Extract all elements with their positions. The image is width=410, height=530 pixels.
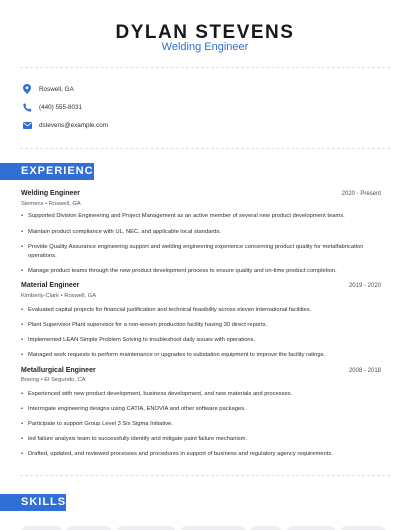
job-bullet: • Participate to support Group Level 3 Six Sigma Initiative. (21, 421, 173, 427)
job-company: Kimberly-Clark • Roswell, GA (21, 293, 97, 299)
job-title: Metallurgical Engineer (21, 367, 96, 374)
candidate-name: DYLAN STEVENS (115, 22, 295, 43)
skill-pill (67, 526, 111, 530)
job-title: Material Engineer (21, 282, 80, 289)
skill-pill (117, 526, 175, 530)
contact-divider (20, 148, 390, 149)
phone-text: (440) 555-8031 (39, 103, 83, 111)
job-bullet: • Plant Supervisor Plant supervisor for a non-woven production facility having 30 direct reports. (21, 322, 268, 328)
job-bullet: • Manage product teams through the new product development process to ensure quality and on-time product completion. (21, 268, 337, 274)
job-company: Boeing • El Segundo, CA (21, 377, 86, 383)
phone-icon (22, 102, 32, 112)
experience-divider (20, 475, 390, 476)
contact-location (22, 83, 74, 95)
contact-phone (22, 101, 82, 113)
job-dates: 2008 - 2018 (348, 368, 381, 374)
job-bullet: • led failure analysis team to successfully identify and mitigate paint failure mechanism. (21, 436, 248, 442)
experience-heading: EXPERIENCE (0, 163, 94, 180)
job-dates: 2020 - Present (341, 191, 381, 197)
skill-pill (287, 526, 335, 530)
email-icon (22, 120, 32, 130)
job-bullet: • Evaluated capital projects for financial justification and technical feasibility across eleven international facilities. (21, 307, 312, 313)
job-company: Siemens • Roswell, GA (21, 201, 81, 207)
skills-heading: SKILLS (0, 494, 66, 511)
job-bullet: • Experienced with new product development, business development, and new materials and processes. (21, 391, 293, 397)
job-bullet: • Drafted, updated, and reviewed processes and procedures in support of business and regulatory agency requirements. (21, 451, 333, 457)
header-divider (20, 67, 390, 68)
job-title: Welding Engineer (21, 190, 80, 197)
job-bullet: • Supported Division Engineering and Project Management as an active member of several new product development teams. (21, 213, 345, 219)
location-text: Roswell, GA (39, 85, 74, 93)
job-bullet: • Implemented LEAN Simple Problem Solving to troubleshoot daily issues with operations. (21, 337, 256, 343)
skill-pill (22, 526, 62, 530)
email-text: dstevens@example.com (39, 121, 109, 129)
candidate-title: Welding Engineer (161, 41, 249, 53)
contact-email (22, 119, 108, 131)
skill-pill (251, 526, 281, 530)
job-bullet: • Managed work requests to perform maintenance or upgrades to substation equipment to improve the facility ratings. (21, 352, 326, 358)
skill-pill (181, 526, 245, 530)
skill-pill (341, 526, 385, 530)
job-bullet: • Maintain product compliance with UL, NEC, and applicable local standards. (21, 229, 222, 235)
location-pin-icon (22, 84, 32, 94)
job-bullet: • Provide Quality Assurance engineering support and welding engineering experience concerning product quality for metalfabrication operations. (21, 244, 364, 259)
job-bullet: • Interrogate engineering designs using CATIA, ENOVIA and other software packages. (21, 406, 246, 412)
job-dates: 2019 - 2020 (348, 283, 381, 289)
